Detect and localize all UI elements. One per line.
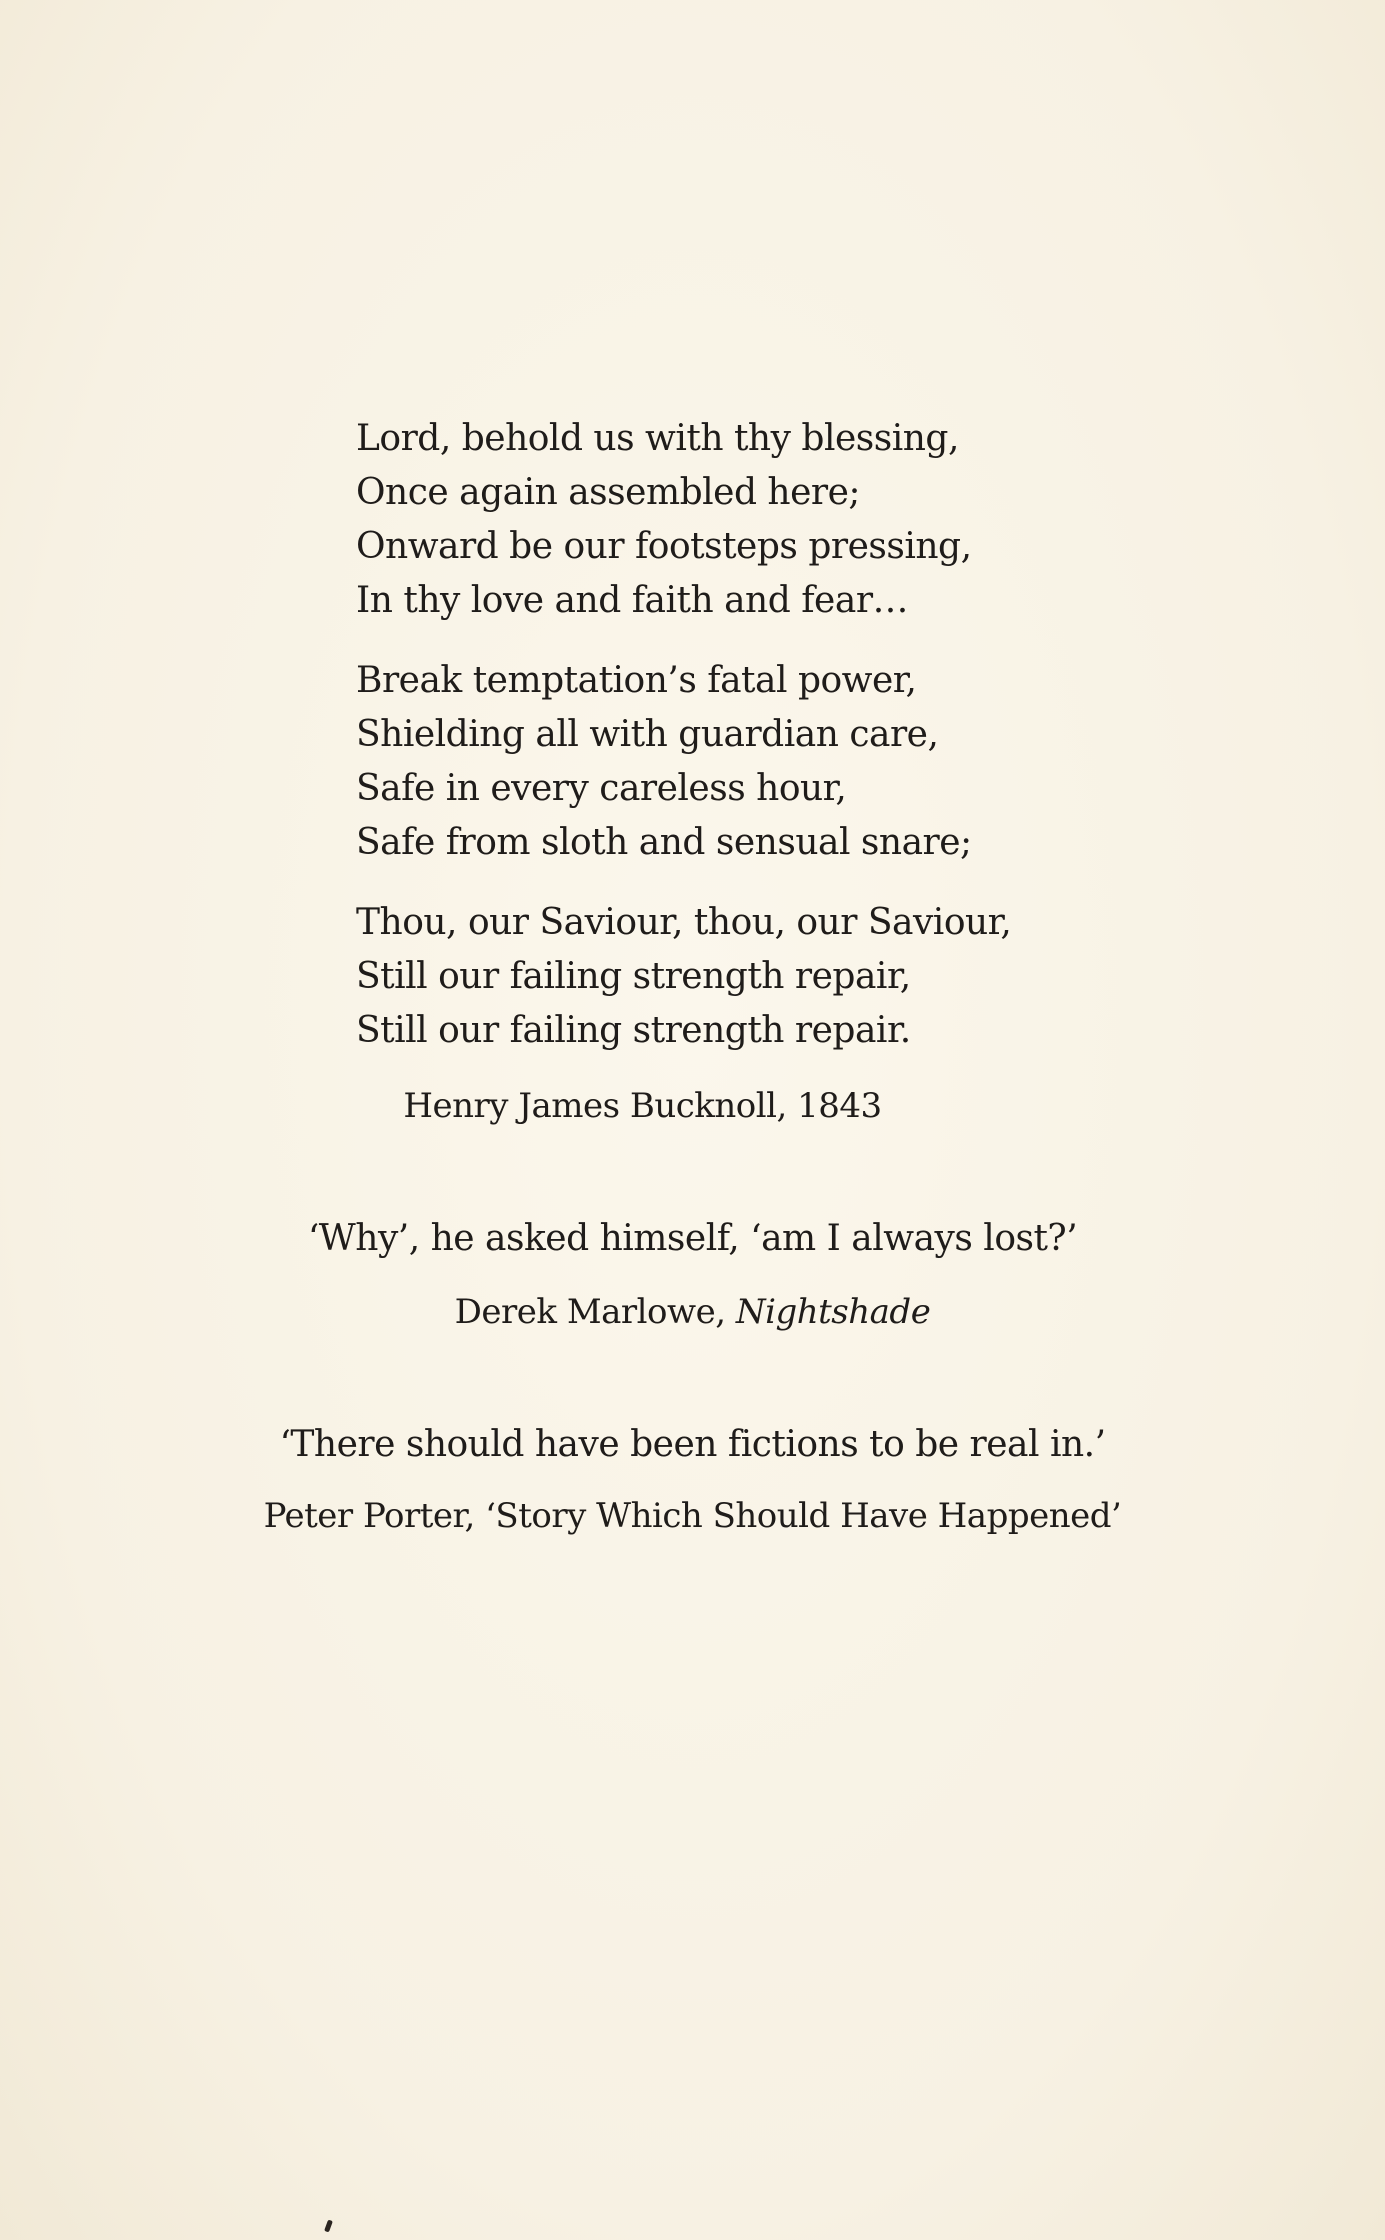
epigraph-author-1: Derek Marlowe, — [454, 1292, 736, 1332]
hymn-line: Thou, our Saviour, thou, our Saviour, — [356, 902, 1012, 943]
hymn-epigraph — [356, 412, 1116, 1084]
hymn-stanza-1 — [356, 412, 1116, 628]
hymn-stanza-2 — [356, 654, 1116, 870]
hymn-line: Safe from sloth and sensual snare; — [356, 822, 972, 863]
hymn-attribution: Henry James Bucknoll, 1843 — [403, 1086, 882, 1126]
hymn-line: Onward be our footsteps pressing, — [356, 526, 972, 567]
hymn-line: Safe in every careless hour, — [356, 768, 847, 809]
hymn-stanza-3 — [356, 896, 1116, 1058]
epigraph-quote-2: ‘There should have been fictions to be real in.’ — [279, 1424, 1106, 1465]
hymn-line: Break temptation’s fatal power, — [356, 660, 917, 701]
hymn-line: Once again assembled here; — [356, 472, 861, 513]
ink-speck — [324, 2220, 333, 2233]
hymn-line: Shielding all with guardian care, — [356, 714, 939, 755]
hymn-line: Still our failing strength repair, — [356, 956, 911, 997]
hymn-line: Lord, behold us with thy blessing, — [356, 418, 959, 459]
epigraph-attribution-2: Peter Porter, ‘Story Which Should Have Happened’ — [263, 1496, 1122, 1536]
hymn-line: In thy love and faith and fear… — [356, 580, 909, 621]
epigraph-work-title-1: Nightshade — [735, 1292, 931, 1332]
epigraph-quote-1: ‘Why’, he asked himself, ‘am I always lost?’ — [307, 1218, 1078, 1259]
hymn-line: Still our failing strength repair. — [356, 1010, 911, 1051]
epigraph-attribution-1 — [0, 1292, 1385, 1332]
